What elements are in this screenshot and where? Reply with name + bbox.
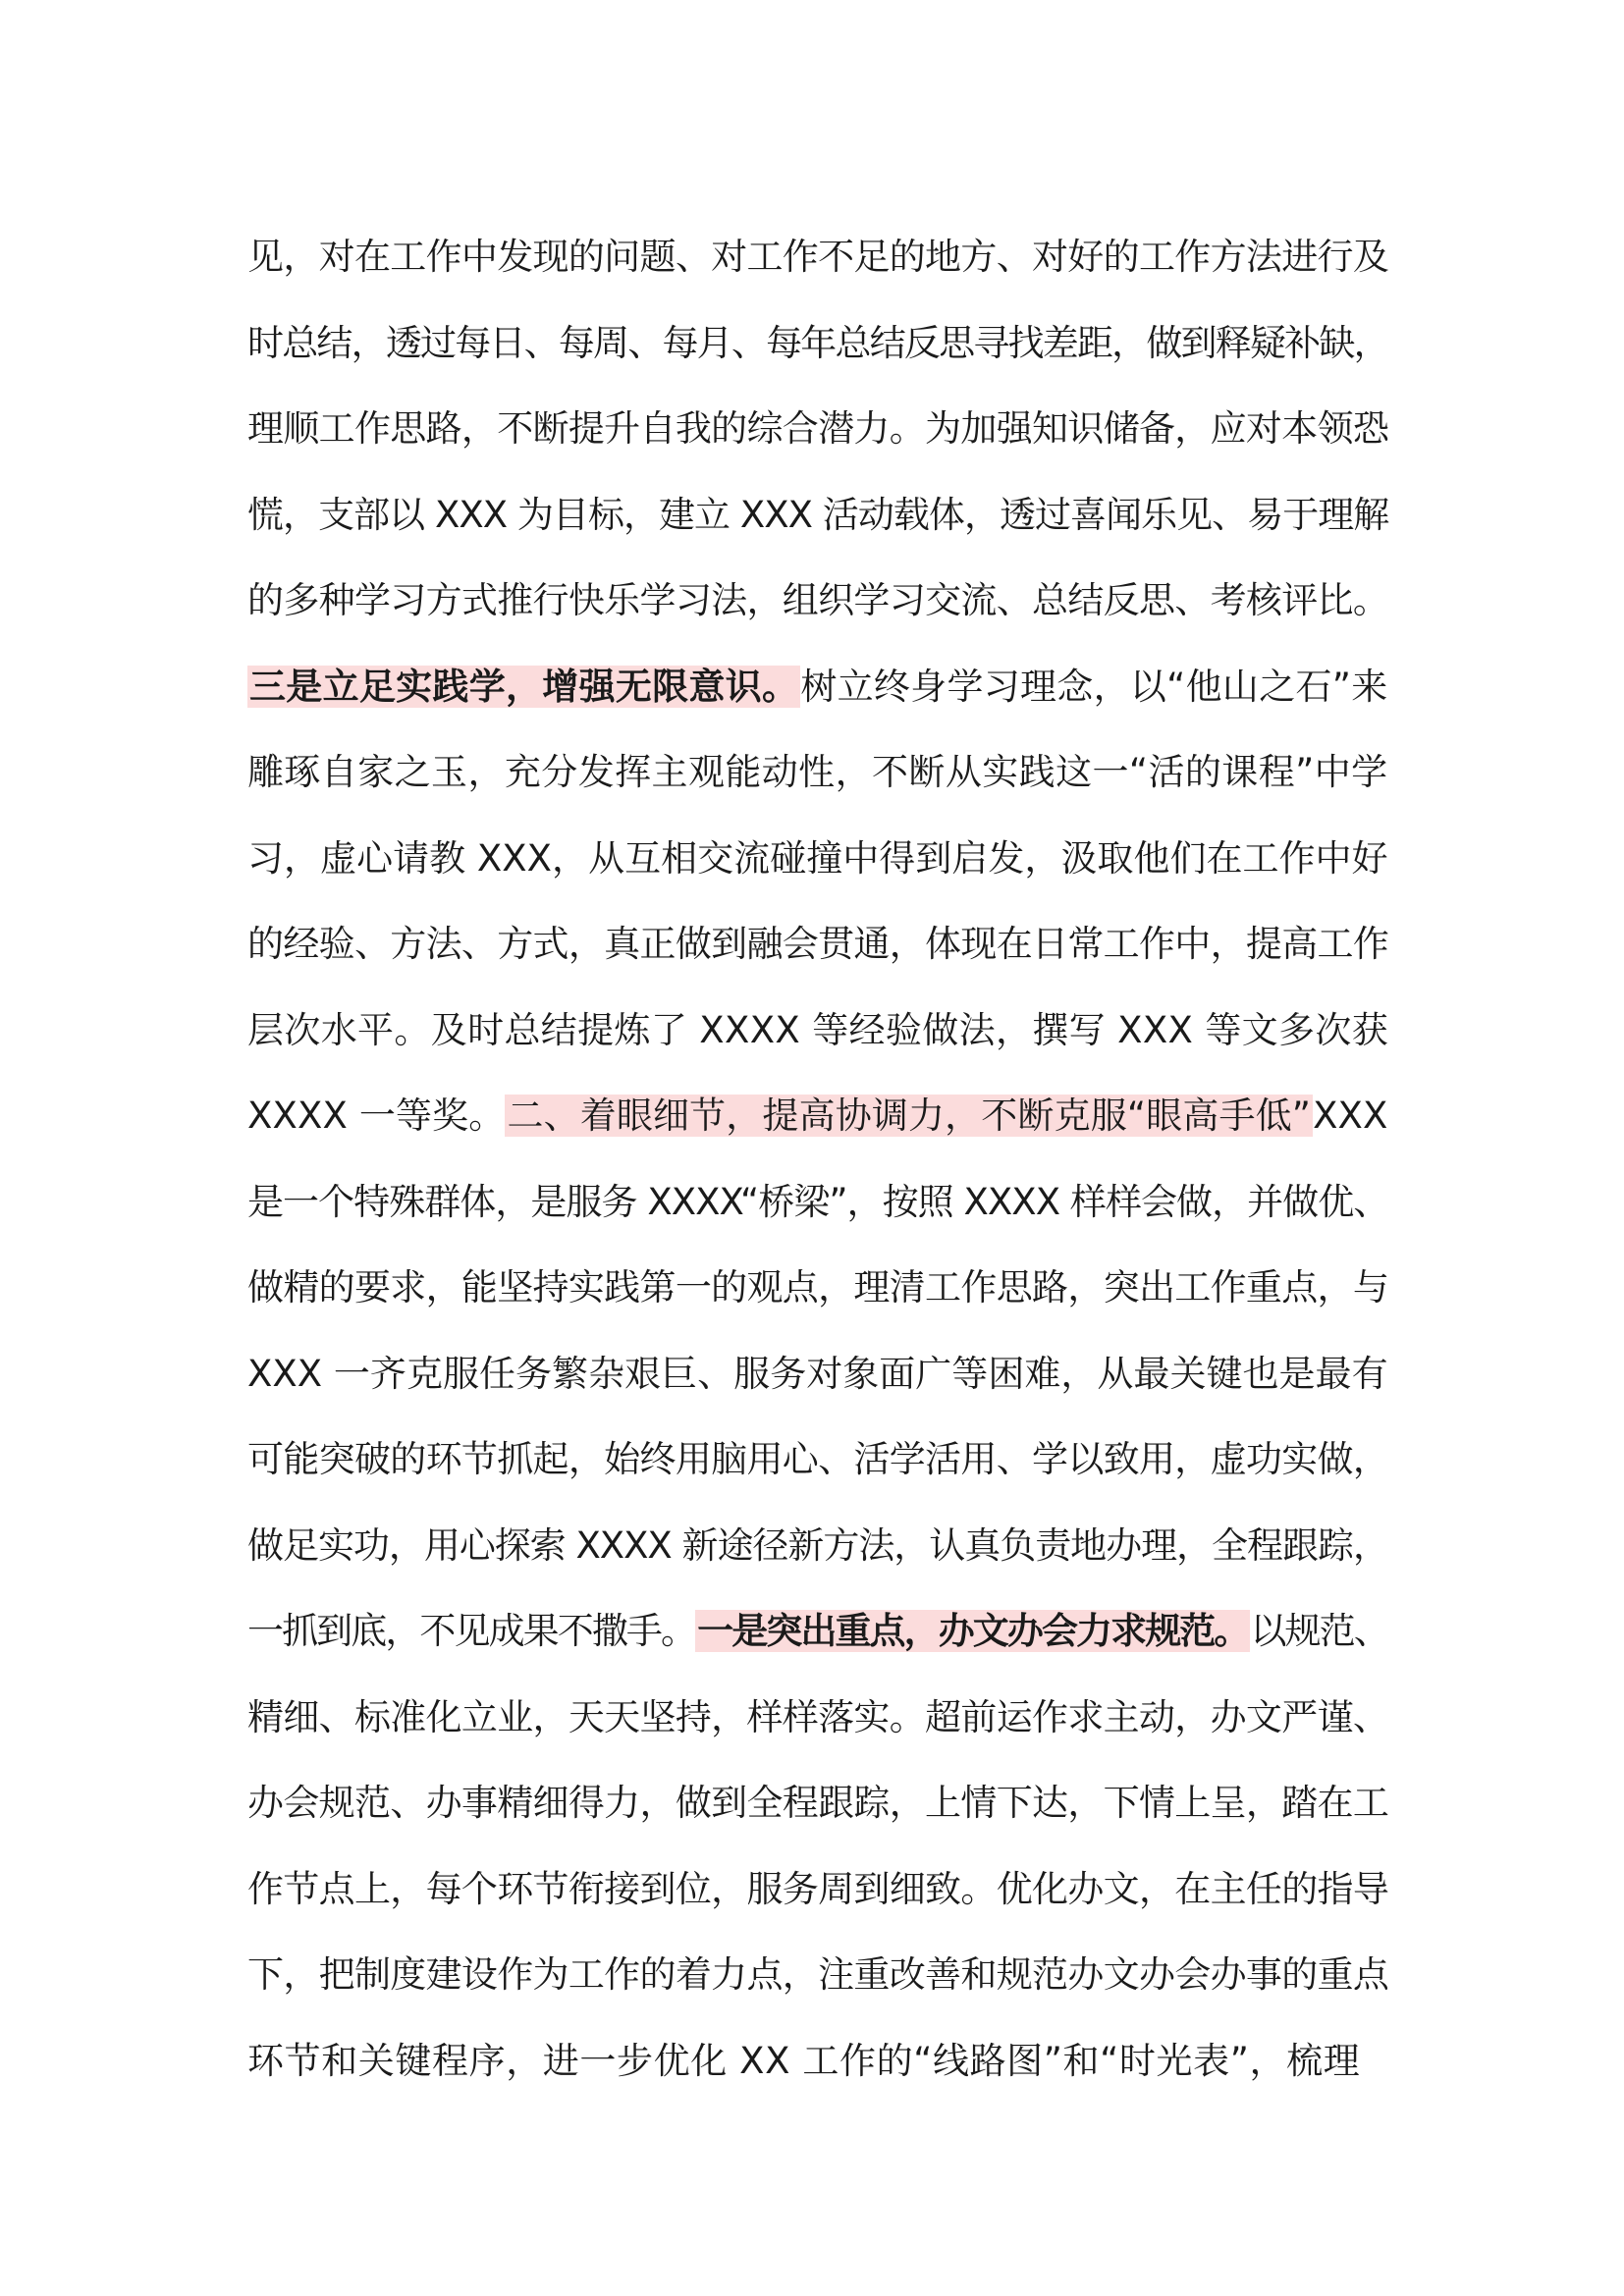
text-segment: 树立终身学习理念，以“他山之石”来 (800, 665, 1388, 708)
text-line (247, 833, 1388, 884)
text-line (247, 1521, 1388, 1572)
text-segment: 见，对在工作中发现的问题、对工作不足的地方、对好的工作方法进行及 (247, 236, 1389, 278)
text-line (247, 1349, 1388, 1400)
text-segment: 是一个特殊群体，是服务 XXXX“桥梁”，按照 XXXX 样样会做，并做优、 (247, 1180, 1389, 1223)
text-line (247, 318, 1388, 369)
text-line (247, 662, 1388, 713)
text-segment: 下，把制度建设作为工作的着力点，注重改善和规范办文办会办事的重点 (247, 1953, 1389, 1996)
text-line (247, 2036, 1360, 2087)
text-segment: 环节和关键程序，进一步优化 XX 工作的“线路图”和“时光表”，梳理 (247, 2039, 1361, 2082)
text-segment: XXX (1313, 1095, 1388, 1137)
text-segment: 精细、标准化立业，天天坚持，样样落实。超前运作求主动，办文严谨、 (247, 1695, 1389, 1738)
text-line (247, 1864, 1388, 1915)
highlighted-heading: 一是突出重点，办文办会力求规范。 (697, 1610, 1249, 1652)
text-segment: XXX 一齐克服任务繁杂艰巨、服务对象面广等困难，从最关键也是最有 (247, 1352, 1388, 1395)
highlighted-heading: 三是立足实践学，增强无限意识。 (249, 665, 799, 708)
text-segment: 层次水平。及时总结提炼了 XXXX 等经验做法，撰写 XXX 等文多次获 (247, 1008, 1389, 1051)
text-segment: 理顺工作思路，不断提升自我的综合潜力。为加强知识储备，应对本领恐 (247, 407, 1389, 450)
text-line (247, 575, 1388, 626)
text-segment: 时总结，透过每日、每周、每月、每年总结反思寻找差距，做到释疑补缺， (247, 321, 1388, 364)
text-segment: 的多种学习方式推行快乐学习法，组织学习交流、总结反思、考核评比。 (247, 579, 1389, 621)
text-line (247, 1949, 1388, 2001)
text-line (247, 1692, 1388, 1743)
text-segment: 雕琢自家之玉，充分发挥主观能动性，不断从实践这一“活的课程”中学 (247, 751, 1388, 793)
text-segment: 做精的要求，能坚持实践第一的观点，理清工作思路，突出工作重点，与 (247, 1266, 1389, 1308)
text-line (247, 919, 1388, 970)
text-segment: 办会规范、办事精细得力，做到全程跟踪，上情下达，下情上呈，踏在工 (247, 1782, 1389, 1824)
text-line (247, 232, 1388, 283)
text-line (247, 1091, 1388, 1142)
text-segment: 慌，支部以 XXX 为目标，建立 XXX 活动载体，透过喜闻乐见、易于理解 (247, 493, 1389, 536)
text-segment: 可能突破的环节抓起，始终用脑用心、活学活用、学以致用，虚功实做， (247, 1438, 1389, 1480)
text-segment: 作节点上，每个环节衔接到位，服务周到细致。优化办文，在主任的指导 (247, 1867, 1389, 1910)
text-segment: 习，虚心请教 XXX，从互相交流碰撞中得到启发，汲取他们在工作中好 (247, 836, 1388, 880)
text-line (247, 1005, 1388, 1056)
text-line (247, 1262, 1388, 1313)
highlighted-section-title: 二、着眼细节，提高协调力，不断克服“眼高手低” (507, 1095, 1312, 1137)
text-line (247, 1434, 1388, 1485)
text-line (247, 403, 1388, 454)
text-segment: 的经验、方法、方式，真正做到融会贯通，体现在日常工作中，提高工作 (247, 923, 1389, 965)
text-segment: 以规范、 (1250, 1610, 1388, 1652)
text-line (247, 1177, 1388, 1228)
text-line (247, 747, 1388, 798)
text-line (247, 1606, 1388, 1657)
text-segment: 一抓到底，不见成果不撒手。 (247, 1610, 696, 1652)
text-segment: 做足实功，用心探索 XXXX 新途径新方法，认真负责地办理，全程跟踪， (247, 1523, 1388, 1567)
text-line (247, 490, 1388, 541)
text-segment: XXXX 一等奖。 (247, 1095, 506, 1137)
text-line (247, 1778, 1388, 1829)
